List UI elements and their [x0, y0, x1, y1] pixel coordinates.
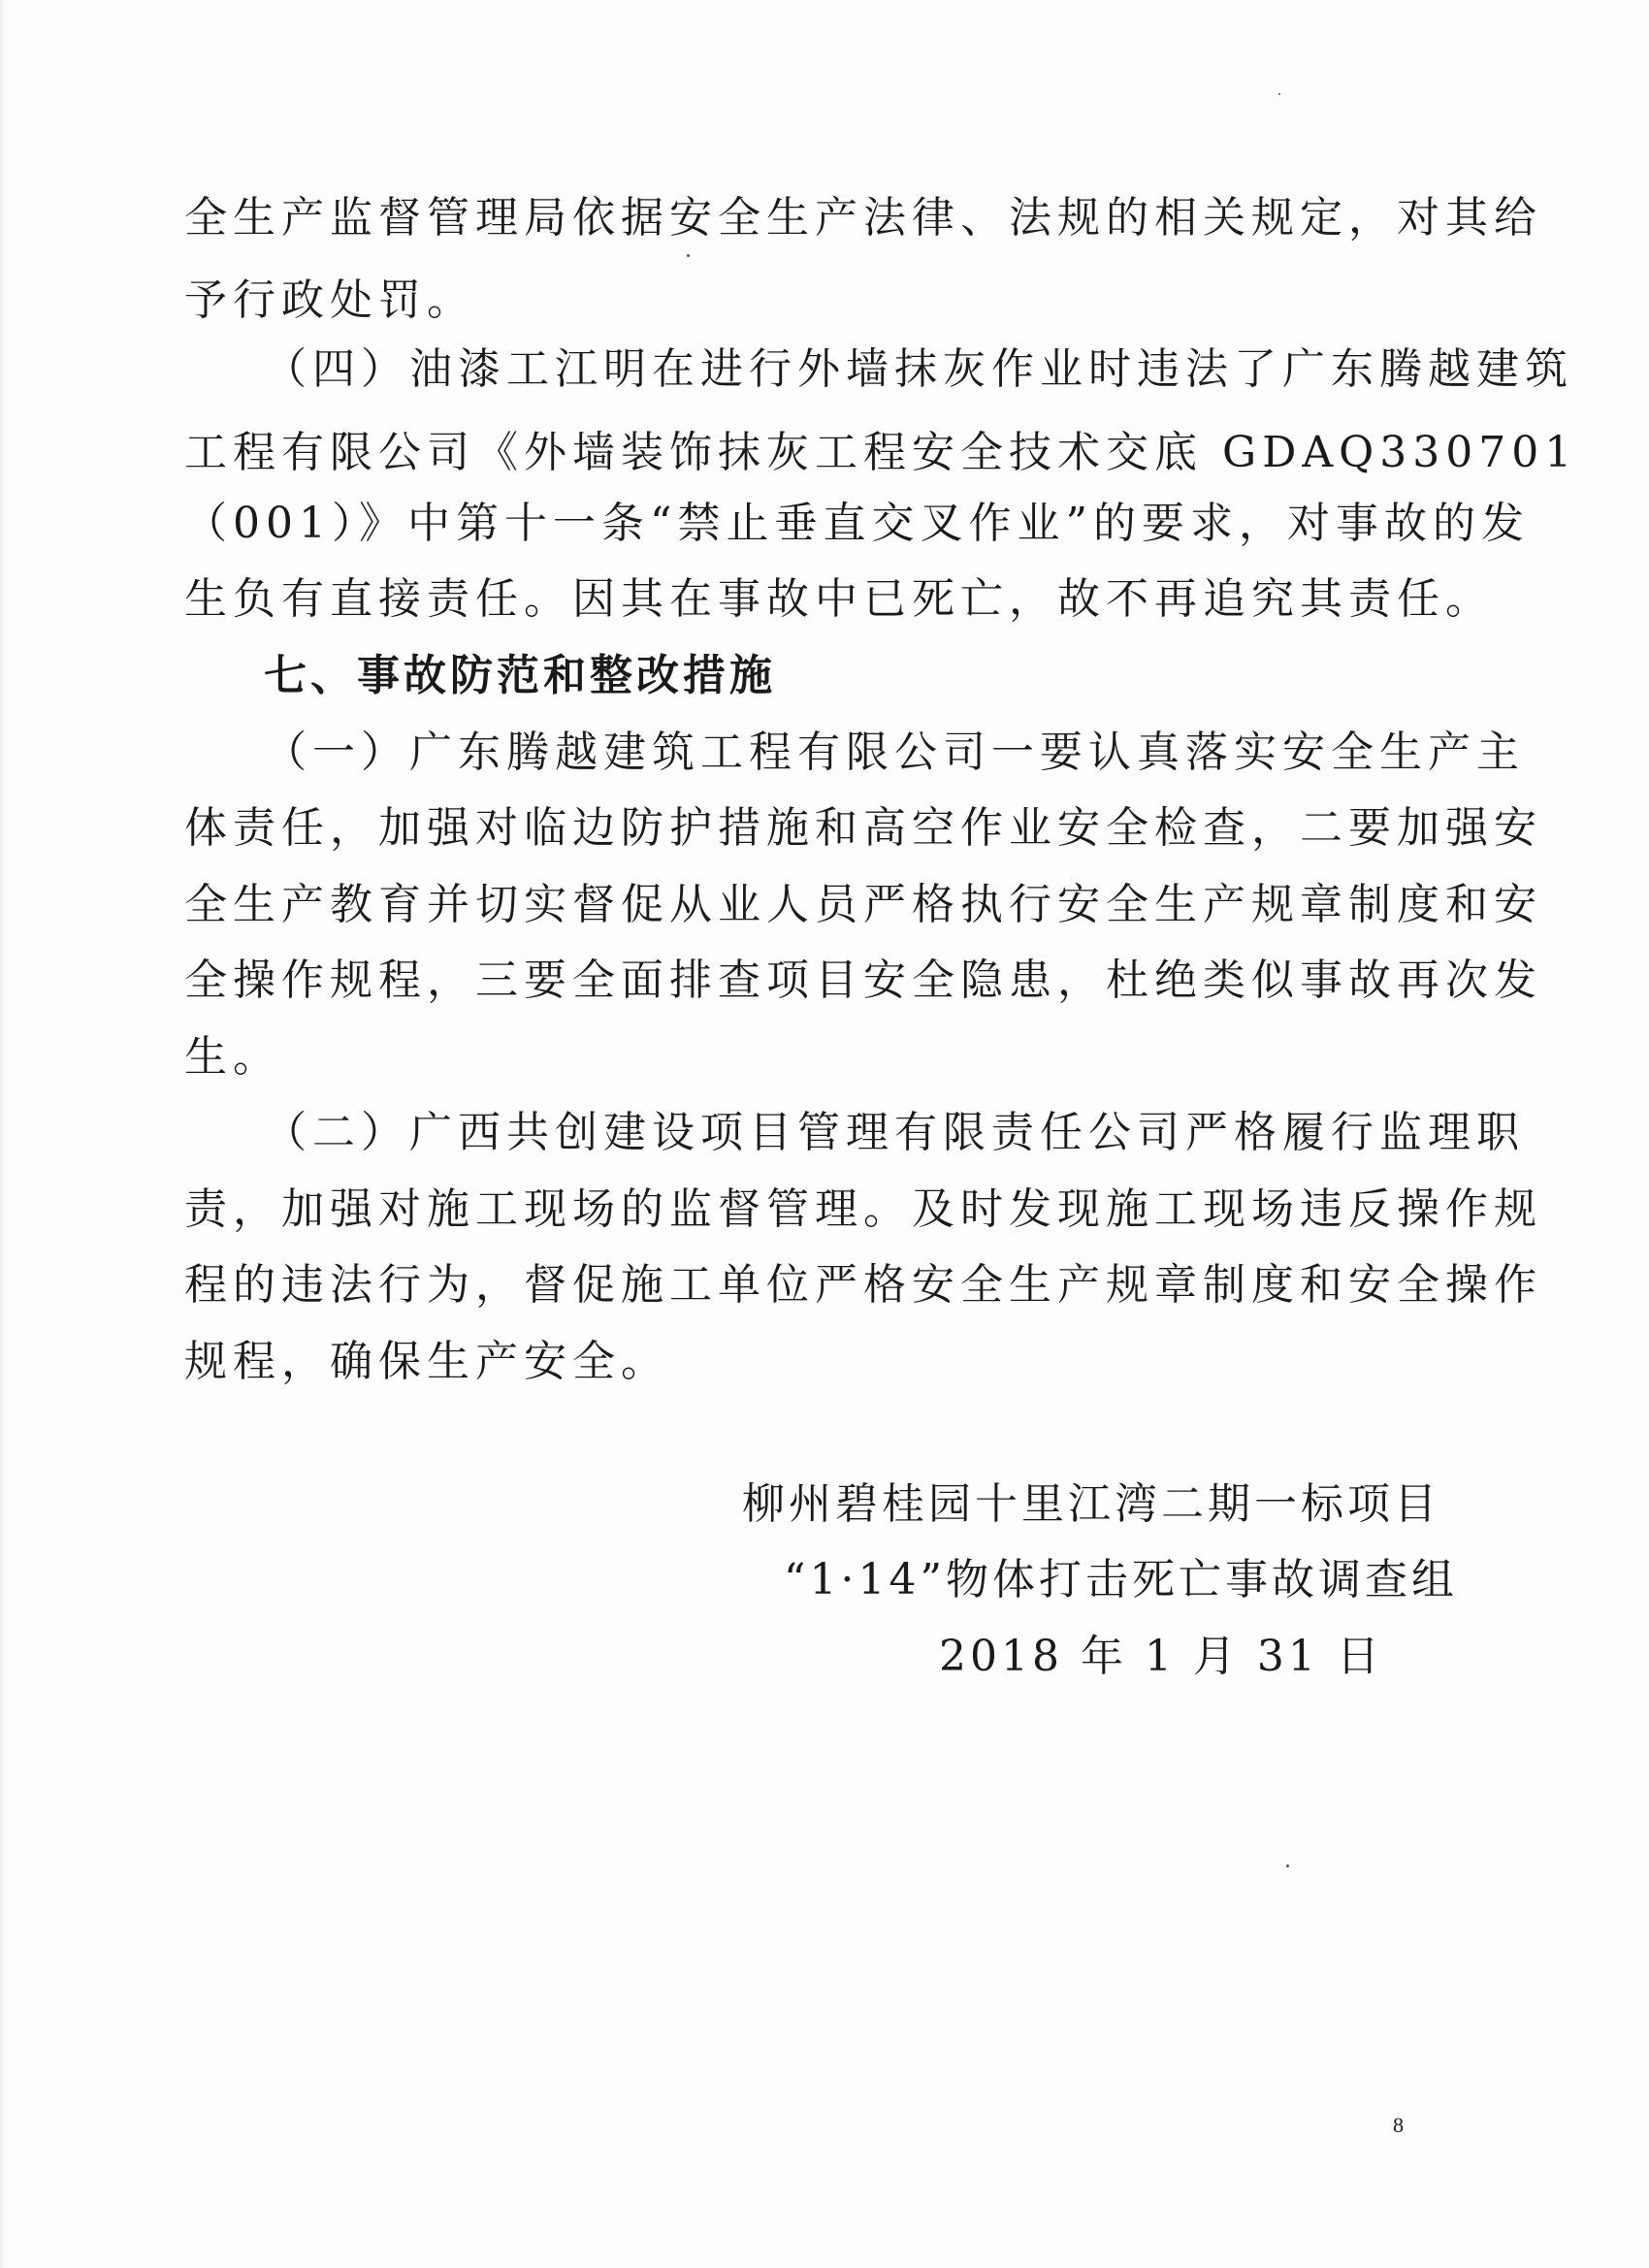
paragraph-line: （四）油漆工江明在进行外墙抹灰作业时违法了广东腾越建筑: [264, 344, 1573, 394]
paragraph-line: 全生产教育并切实督促从业人员严格执行安全生产规章制度和安: [184, 880, 1542, 929]
paragraph-line: 责，加强对施工现场的监督管理。及时发现施工现场违反操作规: [184, 1184, 1542, 1234]
signature-date: 2018 年 1 月 31 日: [939, 1632, 1383, 1681]
signature-org-line1: 柳州碧桂园十里江湾二期一标项目: [742, 1479, 1440, 1529]
paragraph-line: 全操作规程，三要全面排查项目安全隐患，杜绝类似事故再次发: [184, 956, 1542, 1005]
paragraph-line: 规程，确保生产安全。: [184, 1337, 669, 1386]
paragraph-line: 程的违法行为，督促施工单位严格安全生产规章制度和安全操作: [184, 1260, 1542, 1310]
scan-speck: [687, 254, 690, 257]
paragraph-line: 体责任，加强对临边防护措施和高空作业安全检查，二要加强安: [184, 803, 1542, 853]
paragraph-line: （二）广西共创建设项目管理有限责任公司严格履行监理职: [264, 1108, 1525, 1157]
paragraph-line: 予行政处罚。: [184, 275, 475, 325]
paragraph-line: 生负有直接责任。因其在事故中已死亡，故不再追究其责任。: [184, 574, 1494, 624]
scan-edge-shadow: [0, 0, 6, 2268]
paragraph-line: （001）》中第十一条“禁止垂直交叉作业”的要求，对事故的发: [184, 499, 1530, 548]
paragraph-line: 生。: [184, 1032, 281, 1082]
paragraph-line: 全生产监督管理局依据安全生产法律、法规的相关规定，对其给: [184, 193, 1542, 243]
paragraph-line: 工程有限公司《外墙装饰抹灰工程安全技术交底 GDAQ330701: [184, 428, 1578, 477]
signature-org-line2: “1·14”物体打击死亡事故调查组: [784, 1555, 1458, 1604]
section-heading: 七、事故防范和整改措施: [264, 651, 776, 700]
paragraph-line: （一）广东腾越建筑工程有限公司一要认真落实安全生产主: [264, 728, 1525, 777]
scan-speck: [1286, 1864, 1289, 1867]
page-number: 8: [1393, 2113, 1404, 2137]
scan-speck: [1278, 93, 1280, 95]
